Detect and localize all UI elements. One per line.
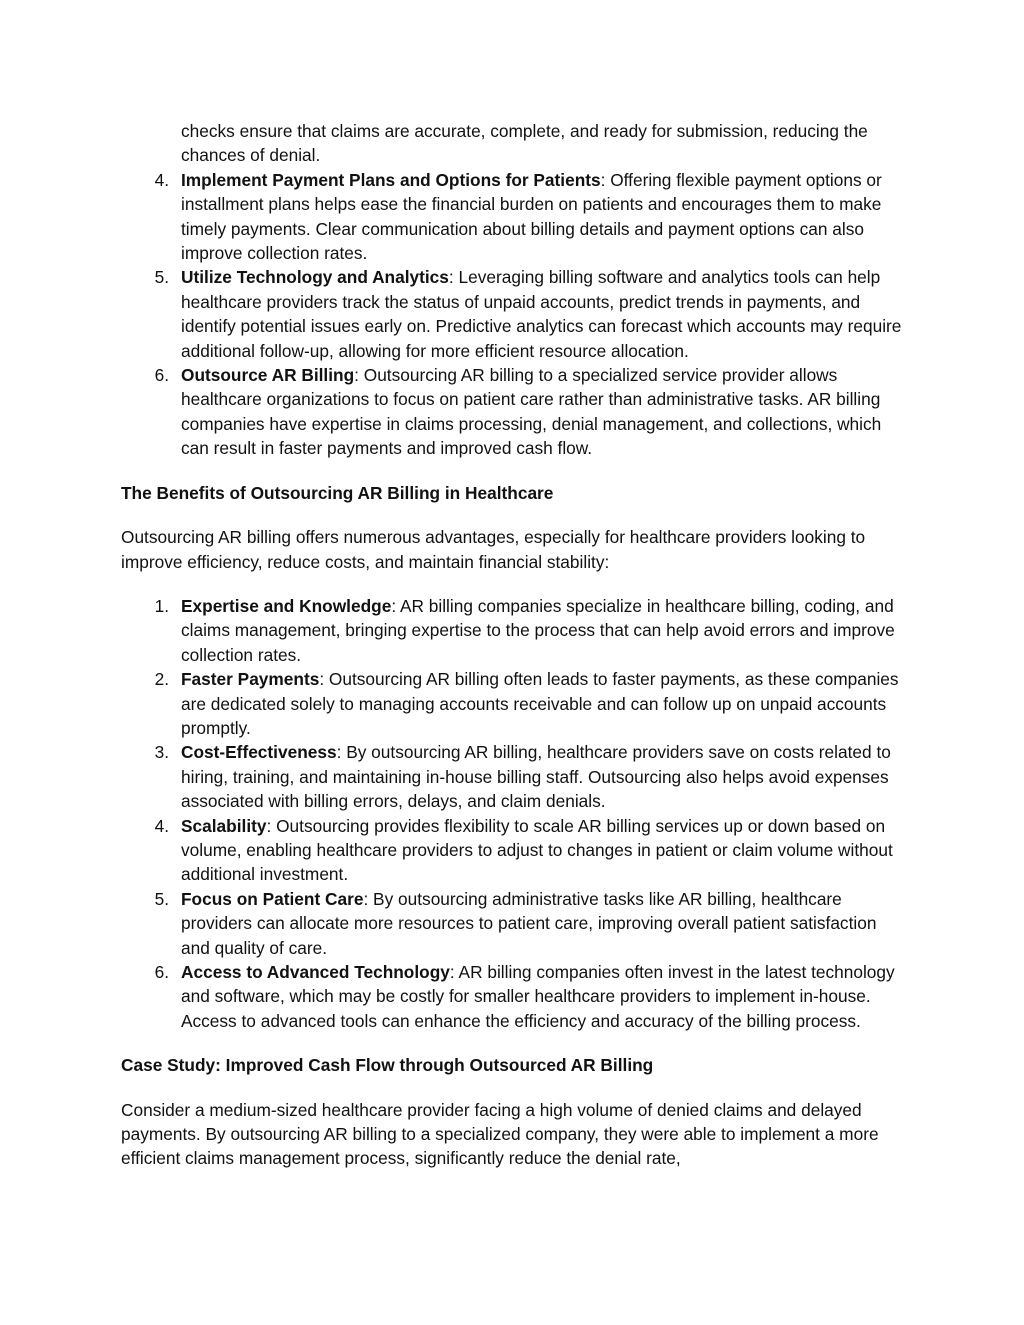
list-term: Utilize Technology and Analytics: [181, 267, 449, 288]
section-heading-benefits: The Benefits of Outsourcing AR Billing in Healthcare: [121, 482, 554, 503]
list-number: 5.: [154, 888, 169, 909]
list-number: 2.: [154, 669, 169, 690]
list-item: [121, 265, 904, 363]
case-study-paragraph: Consider a medium-sized healthcare provider facing a high volume of denied claims and delayed payments. By outsourcing AR billing to a specialized company, they were able to implement a more efficient claims management process, significantly reduce the denial rate,: [121, 1099, 879, 1169]
list-number: 6.: [154, 962, 169, 982]
list-item: [121, 887, 904, 960]
list-term: Faster Payments: [181, 669, 320, 690]
list-text: : AR billing companies often invest in the latest technology and software, which may be costly for smaller healthcare providers to implement in-house. Access to advanced tools can enhance the efficiency and accuracy of the billing process.: [181, 962, 895, 1031]
list-text: : By outsourcing administrative tasks like AR billing, healthcare providers can allocate more resources to patient care, improving overall patient satisfaction and quality of care.: [181, 888, 877, 958]
list-text: : Leveraging billing software and analytics tools can help healthcare providers track the status of unpaid accounts, predict trends in payments, and identify potential issues early on. Predictive analytics can forecast which accounts may require additional follow-up, allowing for more efficient resource allocation.: [181, 267, 902, 361]
list-term: Cost-Effectiveness: [181, 742, 337, 763]
list-term: Access to Advanced Technology: [181, 962, 450, 982]
list-number: 3.: [154, 742, 169, 763]
strategies-list: [121, 168, 904, 461]
list-text: : Offering flexible payment options or installment plans helps ease the financial burden on patients and encourages them to make timely payments. Clear communication about billing details and payment options can also improve collection rates.: [181, 169, 882, 264]
list-item: [121, 960, 904, 1033]
continuation-paragraph: checks ensure that claims are accurate, complete, and ready for submission, reducing the chances of denial.: [181, 121, 868, 166]
list-item: [121, 594, 904, 667]
list-term: Expertise and Knowledge: [181, 595, 392, 616]
list-text: : Outsourcing AR billing often leads to faster payments, as these companies are dedicated solely to managing accounts receivable and can follow up on unpaid accounts promptly.: [181, 669, 899, 738]
benefits-intro-paragraph: Outsourcing AR billing offers numerous advantages, especially for healthcare providers looking to improve efficiency, reduce costs, and maintain financial stability:: [121, 527, 866, 572]
list-number: 6.: [154, 365, 169, 386]
list-term: Focus on Patient Care: [181, 888, 364, 909]
list-item: [121, 814, 904, 887]
list-term: Scalability: [181, 815, 267, 836]
list-text: : Outsourcing AR billing to a specialized service provider allows healthcare organizations to focus on patient care rather than administrative tasks. AR billing companies have expertise in claims processing, denial management, and collections, which can result in faster payments and improved cash flow.: [181, 365, 882, 459]
list-item: [121, 363, 904, 461]
list-term: Outsource AR Billing: [181, 365, 355, 386]
list-text: : Outsourcing provides flexibility to scale AR billing services up or down based on volume, enabling healthcare providers to adjust to changes in patient or claim volume without additional investment.: [181, 815, 893, 885]
list-number: 4.: [154, 815, 169, 836]
section-heading-case-study: Case Study: Improved Cash Flow through Outsourced AR Billing: [121, 1055, 654, 1076]
list-number: 5.: [154, 267, 169, 288]
list-text: : AR billing companies specialize in healthcare billing, coding, and claims management, bringing expertise to the process that can help avoid errors and improve collection rates.: [181, 595, 895, 665]
list-item: [121, 667, 904, 740]
list-number: 1.: [154, 595, 169, 616]
benefits-list: [121, 594, 904, 1033]
list-text: : By outsourcing AR billing, healthcare providers save on costs related to hiring, training, and maintaining in-house billing staff. Outsourcing also helps avoid expenses associated with billing errors, delays, and claim denials.: [181, 742, 891, 812]
list-term: Implement Payment Plans and Options for Patients: [181, 169, 601, 190]
list-item: [121, 740, 904, 813]
list-number: 4.: [154, 169, 169, 190]
list-item: [121, 168, 904, 266]
